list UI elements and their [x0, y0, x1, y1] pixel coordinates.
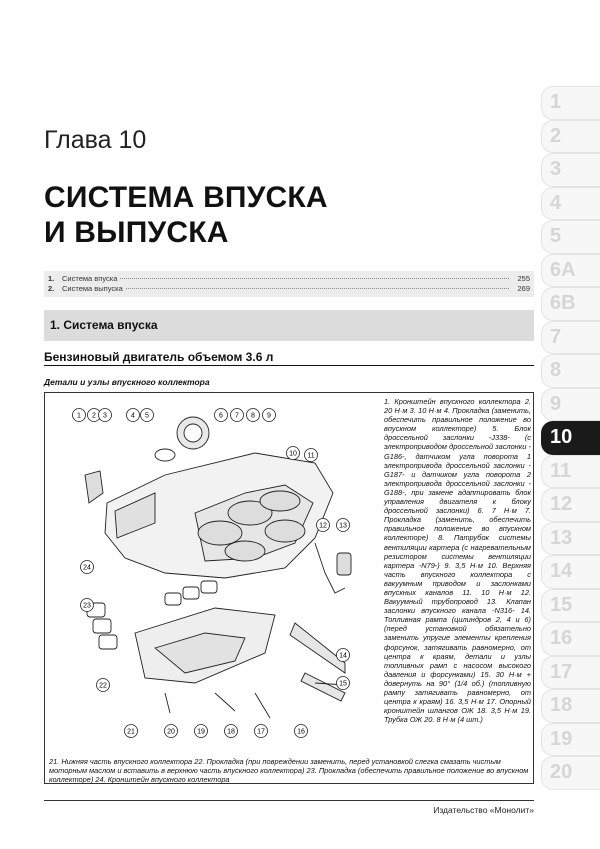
chapter-tab[interactable]: 2: [541, 120, 600, 154]
callout-number: 11: [307, 452, 315, 460]
callout-number: 20: [167, 728, 175, 736]
table-of-contents: [44, 271, 534, 297]
callout-number: 22: [99, 682, 107, 690]
chapter-tab[interactable]: 1: [541, 86, 600, 120]
callout-number: 9: [267, 412, 271, 420]
publisher: Издательство «Монолит»: [433, 805, 534, 815]
footer-rule: [44, 800, 534, 801]
callout-number: 18: [227, 728, 235, 736]
chapter-tab[interactable]: 13: [541, 522, 600, 556]
toc-num: 2.: [48, 283, 55, 293]
callout-number: 7: [235, 412, 239, 420]
callout-number: 2: [92, 412, 96, 420]
toc-row[interactable]: [48, 274, 530, 284]
chapter-tab[interactable]: 19: [541, 723, 600, 757]
toc-leader: [120, 278, 509, 279]
chapter-tab[interactable]: 10: [541, 421, 600, 455]
callout-number: 21: [127, 728, 135, 736]
chapter-tab[interactable]: 5: [541, 220, 600, 254]
chapter-tab[interactable]: 8: [541, 354, 600, 388]
callout-number: 4: [131, 412, 135, 420]
section-heading: 1. Система впуска: [44, 310, 534, 341]
chapter-tab[interactable]: 6B: [541, 287, 600, 321]
chapter-tab[interactable]: 20: [541, 756, 600, 790]
title-line-2: И ВЫПУСКА: [44, 216, 229, 249]
callout-number: 17: [257, 728, 265, 736]
chapter-tab[interactable]: 18: [541, 689, 600, 723]
title-line-1: СИСТЕМА ВПУСКА: [44, 181, 328, 214]
legend-text: 1. Кронштейн впускного коллектора 2. 20 Н·м 3. 10 Н·м 4. Прокладка (заменить, обеспечить правильное положение во впускном коллекторе) 5. Блок дроссельной заслонки -J338- (с электроприводом дроссельной заслонки -G186-, датчиком угла поворота 1 электропривода дроссельной заслонки -G187- и датчиком угла поворота 2 электропривода дроссельной заслонки -G188-, при замене адаптировать блок управления двигателя к блоку дроссельной заслонки) 6. 7 Н·м 7. Прокладка (заменить, обеспечить правильное положение во впускном коллекторе) 8. Патрубок системы вентиляции картера (с нагревательным резистором системы вентиляции картера -N79-) 9. 3,5 Н·м 10. Верхняя часть впускного коллектора с вакуумным приводом и заслонками впускных каналов 11. 10 Н·м 12. Вакуумный трубопровод 13. Клапан заслонки впускного канала -N316- 14. Топливная рампа (цилиндров 2, 4 и 6) (перед установкой обязательно заменить упругие элементы крепления форсунок, затягивать равномерно, от центра к краям, детали и узлы топливных рамп с насосом высокого давления и форсунками) 15. 30 Н·м + довернуть на 90° (1/4 об.) (топливную рампу затягивать равномерно, от центра к краям) 16. 3,5 Н·м 17. Опорный кронштейн шлангов ОЖ 18. 3,5 Н·м 19. Трубка ОЖ 20. 8 Н·м (4 шт.): [384, 397, 531, 725]
chapter-tab[interactable]: 11: [541, 455, 600, 489]
callout-number: 12: [319, 522, 327, 530]
chapter-tab[interactable]: 9: [541, 388, 600, 422]
callout-number: 5: [145, 412, 149, 420]
callout-number: 6: [219, 412, 223, 420]
toc-label: Система впуска: [62, 274, 118, 283]
toc-label: Система выпуска: [62, 283, 123, 293]
chapter-tab[interactable]: 3: [541, 153, 600, 187]
toc-row[interactable]: [48, 284, 530, 294]
callout-number: 16: [297, 728, 305, 736]
legend-bottom-text: 21. Нижняя часть впускного коллектора 22. Прокладка (при повреждении заменить, перед установкой слегка смазать чистым моторным маслом и вставить в верхнюю часть впускного коллектора) 23. Прокладка (обеспечить правильное положение во впускном коллекторе) 24. Кронштейн впускного коллектора: [49, 757, 529, 785]
subheading: Бензиновый двигатель объемом 3.6 л: [44, 350, 274, 364]
callout-number: 14: [339, 652, 347, 660]
chapter-tab[interactable]: 17: [541, 656, 600, 690]
chapter-tab[interactable]: 4: [541, 187, 600, 221]
chapter-tab[interactable]: 16: [541, 622, 600, 656]
callout-number: 24: [83, 564, 91, 572]
toc-leader: [126, 288, 509, 289]
figure-box: [44, 392, 534, 784]
toc-num: 1.: [48, 274, 55, 283]
chapter-tab[interactable]: 14: [541, 555, 600, 589]
chapter-tab[interactable]: 7: [541, 321, 600, 355]
callout-number: 19: [197, 728, 205, 736]
chapter-tab[interactable]: 6A: [541, 254, 600, 288]
subheading-rule: [44, 365, 534, 366]
callout-number: 3: [103, 412, 107, 420]
toc-page: 255: [517, 274, 530, 283]
callout-number: 15: [339, 680, 347, 688]
page-title: [44, 180, 328, 250]
callout-number: 23: [83, 602, 91, 610]
callout-number: 10: [289, 450, 297, 458]
toc-page: 269: [517, 283, 530, 293]
chapter-tab[interactable]: 12: [541, 488, 600, 522]
callout-number: 8: [251, 412, 255, 420]
chapter-tabs: [541, 86, 600, 790]
figure-label: Детали и узлы впускного коллектора: [44, 377, 210, 387]
callout-number: 13: [339, 522, 347, 530]
intake-manifold-diagram: [45, 393, 381, 755]
chapter-tab[interactable]: 15: [541, 589, 600, 623]
callout-number: 1: [77, 412, 81, 420]
chapter-label: Глава 10: [44, 126, 147, 154]
